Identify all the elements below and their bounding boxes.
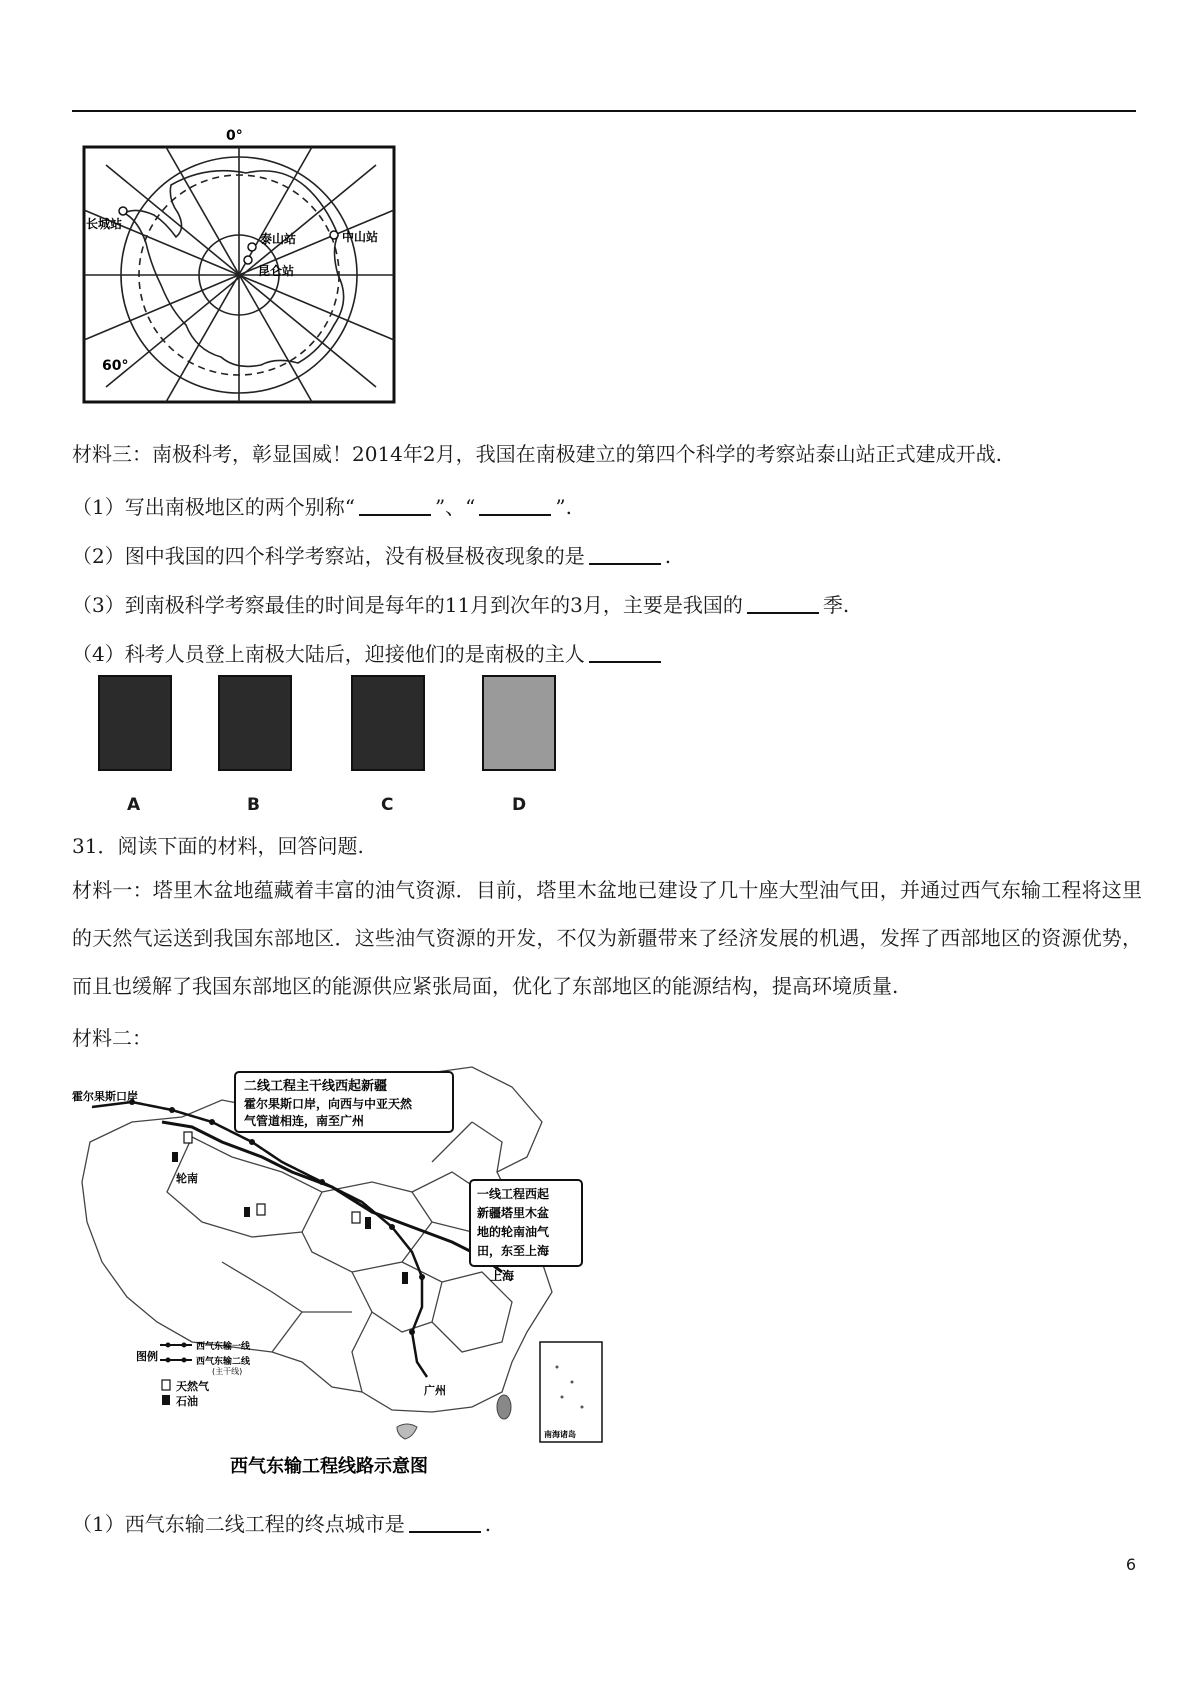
legend-gas: 天然气	[176, 1380, 209, 1393]
callout-line2-3: 气管道相连，南至广州	[244, 1114, 365, 1128]
question-31-intro: 31．阅读下面的材料，回答问题.	[72, 834, 364, 858]
callout-line2-1: 二线工程主干线西起新疆	[244, 1079, 388, 1094]
callout-line1-1: 一线工程西起	[477, 1187, 550, 1201]
option-a-label: A	[127, 795, 141, 815]
antarctica-map	[76, 125, 406, 415]
page-number: 6	[1125, 1555, 1136, 1574]
question-31-1-text-b: .	[484, 1512, 492, 1536]
legend-line1: 西气东输一线	[196, 1342, 251, 1352]
question-4-text-a: （4）科考人员登上南极大陆后，迎接他们的是南极的主人	[72, 642, 585, 666]
question-3-text-b: 季.	[822, 593, 850, 617]
place-shanghai: 上海	[490, 1269, 515, 1283]
option-c-label: C	[381, 795, 394, 815]
question-1-text-c: ”.	[555, 495, 572, 519]
callout-line1-2: 新疆塔里木盆	[477, 1206, 550, 1220]
question-1	[72, 493, 572, 521]
option-c-image	[351, 675, 425, 771]
question-2-text-a: （2）图中我国的四个科学考察站，没有极昼极夜现象的是	[72, 544, 585, 568]
answer-blank	[409, 1511, 481, 1533]
pipeline-map	[72, 1062, 627, 1492]
legend-oil: 石油	[176, 1395, 198, 1408]
inset-label: 南海诸岛	[544, 1430, 576, 1439]
answer-blank	[589, 641, 661, 663]
legend-line2-note: (主干线)	[212, 1367, 243, 1376]
place-lunnan: 轮南	[176, 1172, 198, 1185]
callout-line2-2: 霍尔果斯口岸，向西与中亚天然	[244, 1097, 413, 1111]
station-zhongshan: 中山站	[342, 230, 379, 244]
answer-blank	[359, 494, 431, 516]
place-guangzhou: 广州	[424, 1384, 446, 1397]
station-kunlun: 昆仑站	[258, 264, 295, 278]
question-2	[72, 542, 671, 570]
legend-line2: 西气东输二线	[196, 1357, 251, 1367]
latitude-label: 60°	[102, 358, 129, 374]
question-3-text-a: （3）到南极科学考察最佳的时间是每年的11月到次年的3月，主要是我国的	[72, 593, 743, 617]
legend-title: 图例	[136, 1350, 158, 1363]
option-d-label: D	[512, 795, 527, 815]
callout-line1-4: 田，东至上海	[477, 1244, 550, 1258]
material-1: 材料一：塔里木盆地蕴藏着丰富的油气资源．目前，塔里木盆地已建设了几十座大型油气田，并通过西气东输工程将这里的天然气运送到我国东部地区．这些油气资源的开发，不仅为新疆带来了经济发展的机遇，发挥了西部地区的资源优势，而且也缓解了我国东部地区的能源供应紧张局面，优化了东部地区的能源结构，提高环境质量.	[72, 878, 1142, 998]
question-1-text-b: ”、“	[434, 495, 476, 519]
question-3	[72, 591, 849, 619]
option-b-label: B	[247, 795, 260, 815]
question-31-1-text-a: （1）西气东输二线工程的终点城市是	[72, 1512, 405, 1536]
question-4	[72, 640, 665, 668]
material-2-label: 材料二：	[72, 1026, 152, 1050]
option-a-image	[98, 675, 172, 771]
station-changcheng: 长城站	[86, 217, 123, 231]
question-31-1	[72, 1510, 491, 1538]
meridian-label: 0°	[226, 128, 243, 144]
place-horgos: 霍尔果斯口岸	[72, 1090, 138, 1103]
answer-blank	[747, 592, 819, 614]
callout-line1-3: 地的轮南油气	[477, 1225, 550, 1239]
question-2-text-b: .	[664, 544, 672, 568]
option-b-image	[218, 675, 292, 771]
answer-blank	[589, 543, 661, 565]
map-caption: 西气东输工程线路示意图	[230, 1456, 428, 1477]
material-3: 材料三：南极科考，彰显国威！2014年2月，我国在南极建立的第四个科学的考察站泰山站正式建成开战.	[72, 442, 1002, 466]
answer-blank	[479, 494, 551, 516]
header-rule	[72, 110, 1136, 112]
question-1-text-a: （1）写出南极地区的两个别称“	[72, 495, 355, 519]
station-taishan: 泰山站	[260, 232, 297, 246]
option-d-image	[482, 675, 556, 771]
